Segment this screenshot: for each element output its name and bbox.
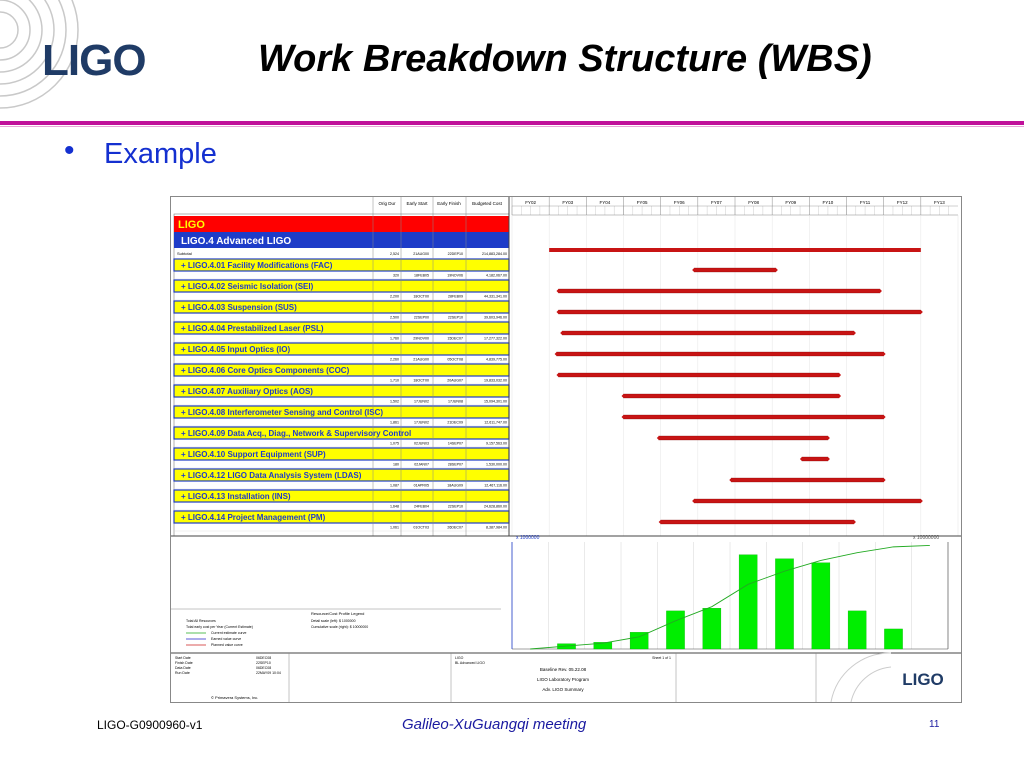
wbs-row-dur: 1,710 bbox=[390, 378, 399, 383]
subtotal-start: 21AUG00 bbox=[413, 252, 429, 256]
wbs-row-start: 18FEB05 bbox=[414, 273, 429, 278]
subtotal-finish: 22DEP10 bbox=[447, 252, 463, 256]
tb-vendor: © Primavera Systems, Inc. bbox=[211, 695, 259, 700]
subtotal-dur: 2,524 bbox=[390, 252, 399, 256]
fiscal-year-label: FY06 bbox=[673, 200, 685, 205]
gantt-bar bbox=[731, 478, 883, 482]
resource-legend bbox=[171, 609, 501, 647]
gantt-bar bbox=[802, 457, 828, 461]
tb-value-0: 06DEC08 bbox=[256, 656, 272, 660]
wbs-row-dur: 1,087 bbox=[390, 483, 399, 488]
wbs-row-cost: 12,611,747.00 bbox=[484, 420, 507, 425]
wbs-row-start: 01APR05 bbox=[413, 483, 429, 488]
col-early-start: Early Start bbox=[406, 201, 428, 206]
wbs-row-dur: 1,760 bbox=[390, 336, 399, 341]
wbs-row-start: 01OCT03 bbox=[413, 525, 429, 530]
wbs-row-dur: 1,861 bbox=[390, 420, 399, 425]
wbs-row-cost: 9,157,563.00 bbox=[486, 441, 507, 446]
tb-sheet: Sheet 1 of 1 bbox=[652, 656, 671, 660]
histogram-bar bbox=[703, 608, 721, 649]
histogram-bar bbox=[666, 611, 684, 649]
wbs-row-finish: 17JUN08 bbox=[448, 399, 463, 404]
tb-summary: Adv. LIGO Summary bbox=[542, 687, 584, 692]
wbs-row-dur: 2,500 bbox=[390, 315, 399, 320]
wbs-row-finish: 22SEP10 bbox=[447, 504, 463, 509]
legend-line-4: Planned value curve bbox=[211, 643, 243, 647]
wbs-row-dur: 1,502 bbox=[390, 399, 399, 404]
histogram-bar bbox=[775, 559, 793, 649]
wbs-row-finish: 26DEC07 bbox=[447, 525, 463, 530]
legend-title: Resource/Cost Profile Legend bbox=[311, 611, 365, 616]
col-orig-dur: Orig Dur bbox=[378, 201, 396, 206]
page-number: 11 bbox=[929, 719, 940, 730]
wbs-row-label: + LIGO.4.12 LIGO Data Analysis System (LDAS) bbox=[181, 471, 362, 480]
wbs-row-start: 18OCT00 bbox=[413, 294, 429, 299]
wbs-row-label: + LIGO.4.13 Installation (INS) bbox=[181, 492, 291, 501]
wbs-row-label: + LIGO.4.07 Auxiliary Optics (AOS) bbox=[181, 387, 313, 396]
col-budgeted-cost: Budgeted Cost bbox=[472, 201, 502, 206]
legend-line-3: Earned value curve bbox=[211, 637, 242, 641]
document-id: LIGO-G0900960-v1 bbox=[97, 718, 203, 732]
fiscal-year-label: FY05 bbox=[636, 200, 648, 205]
tb-label-1: Finish Date bbox=[175, 661, 193, 665]
slide-title: Work Breakdown Structure (WBS) bbox=[258, 38, 872, 80]
fiscal-year-label: FY13 bbox=[934, 200, 945, 205]
histogram-bar bbox=[630, 632, 648, 649]
wbs-row-finish: 05OCT08 bbox=[447, 357, 463, 362]
wbs-row-dur: 180 bbox=[393, 462, 399, 467]
wbs-row-cost: 19,833,032.00 bbox=[484, 378, 507, 383]
wbs-row-label: + LIGO.4.06 Core Optics Components (COC) bbox=[181, 366, 350, 375]
wbs-row-label: + LIGO.4.05 Input Optics (IO) bbox=[181, 345, 291, 354]
tb-value-3: 22MAY09 10:04 bbox=[256, 671, 281, 675]
tb-value-2: 06DEC08 bbox=[256, 666, 272, 670]
wbs-row-cost: 4,182,067.00 bbox=[486, 273, 507, 278]
wbs-row-finish: 14SEP07 bbox=[447, 441, 463, 446]
wbs-row-label: + LIGO.4.09 Data Acq., Diag., Network & Supervisory Control bbox=[181, 429, 412, 438]
timeline-header bbox=[512, 197, 958, 215]
tb-project-name: BL Advanced LIGO bbox=[455, 661, 485, 665]
gantt-bar bbox=[694, 268, 776, 272]
gantt-bar bbox=[661, 520, 854, 524]
gantt-bars bbox=[549, 248, 923, 524]
hist-left-scale: x 1000000 bbox=[516, 535, 540, 541]
fiscal-year-label: FY08 bbox=[748, 200, 759, 205]
wbs-row-start: 22SEP00 bbox=[413, 315, 429, 320]
meeting-name: Galileo-XuGuangqi meeting bbox=[402, 716, 587, 733]
fiscal-year-label: FY02 bbox=[525, 200, 536, 205]
wbs-row-label: + LIGO.4.08 Interferometer Sensing and Control (ISC) bbox=[181, 408, 384, 417]
wbs-row-start: 02JAN07 bbox=[414, 462, 429, 467]
wbs-row-finish: 19NOV06 bbox=[447, 273, 463, 278]
wbs-row-dur: 2,200 bbox=[390, 294, 399, 299]
tb-logo: LIGO bbox=[902, 670, 944, 689]
wbs-row-cost: 17,277,322.00 bbox=[484, 336, 507, 341]
wbs-row-label: + LIGO.4.03 Suspension (SUS) bbox=[181, 303, 297, 312]
wbs-row-cost: 44,331,341.00 bbox=[484, 294, 507, 299]
title-divider-shadow bbox=[0, 126, 1024, 127]
wbs-row-dur: 2,260 bbox=[390, 357, 399, 362]
wbs-row-finish: 15DEC07 bbox=[447, 336, 463, 341]
wbs-row-cost: 15,094,301.00 bbox=[484, 399, 507, 404]
histogram-bar bbox=[812, 563, 830, 649]
bullet-dot: • bbox=[64, 134, 75, 167]
wbs-schedule-chart bbox=[170, 196, 962, 703]
wbs-row-start: 29NOV00 bbox=[413, 336, 429, 341]
col-early-finish: Early Finish bbox=[437, 201, 461, 206]
histogram-bar bbox=[848, 611, 866, 649]
tb-label-0: Start Date bbox=[175, 656, 191, 660]
wbs-row-cost: 8,387,984.00 bbox=[486, 525, 507, 530]
gantt-bar bbox=[659, 436, 828, 440]
wbs-top-bar bbox=[174, 216, 509, 232]
gantt-bar bbox=[558, 289, 879, 293]
subtotal-cost: 214,883,284.00 bbox=[482, 252, 507, 256]
wbs-row-finish: 28FEB09 bbox=[448, 294, 463, 299]
legend-scale-1: Cumulative scale (right): $ 10000000 bbox=[311, 625, 369, 629]
wbs-row-dur: 1,075 bbox=[390, 441, 399, 446]
legend-line-2: Current estimate curve bbox=[211, 631, 247, 635]
legend-line-1: Total early cost per Year (Current Estimate) bbox=[186, 625, 253, 629]
wbs-project-label: LIGO.4 Advanced LIGO bbox=[181, 236, 292, 247]
wbs-top-label: LIGO bbox=[178, 219, 205, 231]
wbs-row-cost: 12,467,116.00 bbox=[484, 483, 507, 488]
gantt-bar bbox=[558, 373, 839, 377]
gantt-bar bbox=[562, 331, 854, 335]
wbs-row-finish: 18AUG09 bbox=[447, 483, 463, 488]
gantt-bar bbox=[694, 499, 921, 503]
fiscal-year-label: FY09 bbox=[785, 200, 797, 205]
wbs-row-label: + LIGO.4.01 Facility Modifications (FAC) bbox=[181, 261, 333, 270]
tb-project-id: LIGO bbox=[455, 656, 464, 660]
gantt-bar bbox=[624, 415, 884, 419]
title-block bbox=[171, 653, 961, 702]
fiscal-year-label: FY07 bbox=[711, 200, 722, 205]
wbs-row-label: + LIGO.4.02 Seismic Isolation (SEI) bbox=[181, 282, 314, 291]
histogram-bar bbox=[739, 555, 757, 649]
wbs-row-label: + LIGO.4.10 Support Equipment (SUP) bbox=[181, 450, 326, 459]
wbs-subtotal-label: Subtotal bbox=[177, 251, 192, 256]
fiscal-year-label: FY12 bbox=[896, 200, 908, 205]
wbs-row-start: 17JUN02 bbox=[414, 399, 429, 404]
wbs-row-finish: 28SEP07 bbox=[447, 462, 463, 467]
wbs-row-start: 18OCT00 bbox=[413, 378, 429, 383]
tb-label-3: Run Date bbox=[175, 671, 190, 675]
wbs-row-label: + LIGO.4.04 Prestabilized Laser (PSL) bbox=[181, 324, 324, 333]
ligo-logo: LIGO bbox=[42, 36, 146, 85]
legend-line-0: Total All Resources bbox=[186, 619, 216, 623]
legend-scale-0: Detail scale (left): $ 1000000 bbox=[311, 619, 356, 623]
wbs-row-cost: 24,628,860.00 bbox=[484, 504, 507, 509]
cost-histogram bbox=[512, 542, 948, 649]
wbs-row-finish: 21DEC09 bbox=[447, 420, 463, 425]
title-divider bbox=[0, 121, 1024, 125]
fiscal-year-label: FY03 bbox=[562, 200, 574, 205]
bullet-text: Example bbox=[104, 138, 217, 170]
wbs-row-dur: 320 bbox=[393, 273, 399, 278]
gantt-subtotal-bar bbox=[549, 248, 921, 252]
wbs-row-start: 02JUN03 bbox=[414, 441, 429, 446]
tb-baseline: Baseline Rev. 05.22.08 bbox=[539, 667, 587, 672]
tb-value-1: 22SEP10 bbox=[256, 661, 271, 665]
fiscal-year-label: FY04 bbox=[599, 200, 611, 205]
fiscal-year-label: FY11 bbox=[859, 200, 871, 205]
wbs-row-start: 21AUG00 bbox=[413, 357, 429, 362]
wbs-row-cost: 1,530,000.00 bbox=[486, 462, 507, 467]
wbs-row-start: 17JUN02 bbox=[414, 420, 429, 425]
fiscal-year-label: FY10 bbox=[822, 200, 834, 205]
histogram-bar bbox=[884, 629, 902, 649]
wbs-row-cost: 4,839,775.00 bbox=[486, 357, 507, 362]
gantt-bar bbox=[557, 352, 884, 356]
gantt-bar bbox=[558, 310, 920, 314]
tb-label-2: Data Date bbox=[175, 666, 191, 670]
hist-right-scale: x 10000000 bbox=[913, 535, 940, 541]
wbs-row-finish: 20AUG07 bbox=[447, 378, 463, 383]
wbs-row-dur: 1,648 bbox=[390, 504, 399, 509]
gantt-bar bbox=[624, 394, 840, 398]
wbs-row-start: 24FEB04 bbox=[414, 504, 429, 509]
tb-program: LIGO Laboratory Program bbox=[536, 677, 590, 682]
wbs-row-dur: 1,061 bbox=[390, 525, 399, 530]
wbs-row-label: + LIGO.4.14 Project Management (PM) bbox=[181, 513, 326, 522]
wbs-row-finish: 22SEP10 bbox=[447, 315, 463, 320]
wbs-row-cost: 39,603,946.00 bbox=[484, 315, 507, 320]
